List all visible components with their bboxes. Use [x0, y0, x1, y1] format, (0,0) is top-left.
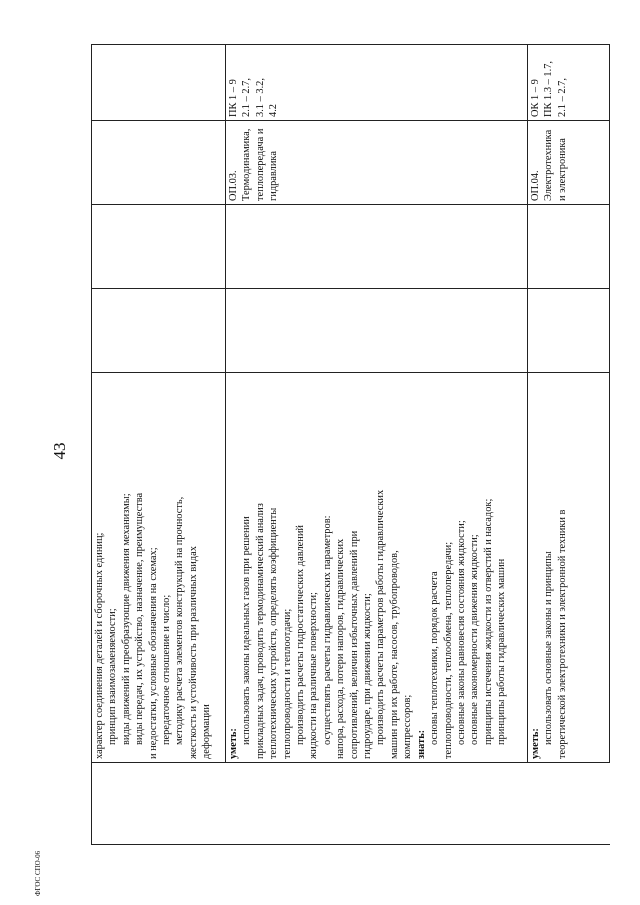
page-number: 43: [50, 442, 69, 460]
content-line: методику расчета элементов конструкций на прочность,: [174, 496, 186, 745]
discipline-cell: [92, 121, 226, 205]
index-cell: [92, 763, 226, 845]
skills-label: уметь:: [530, 728, 541, 759]
competency-code: 4.2: [268, 104, 280, 117]
content-line: виды передач, их устройство, назначение, преимущества: [134, 492, 146, 745]
content-cell: [226, 373, 528, 763]
hours-cell: [226, 289, 528, 373]
knowledge-label: знать:: [415, 729, 427, 759]
content-line: принципы истечения жидкости из отверстий и насадок;: [482, 498, 494, 745]
content-line: основы теплотехники, порядок расчета: [429, 571, 441, 745]
content-line: прикладных задач, проводить термодинамический анализ: [254, 503, 266, 759]
landscape-page: [91, 45, 609, 845]
competency-cell: [92, 45, 226, 121]
content-line: основные закономерности движения жидкости;: [469, 534, 481, 745]
content-line: использовать основные законы и принципы: [543, 551, 555, 745]
content-line: деформации: [201, 704, 213, 759]
content-line: теплопроводности и теплоотдачи;: [281, 608, 293, 759]
content-line: принцип взаимозаменяемости;: [107, 608, 119, 745]
competency-code: ОК 1 – 9: [530, 79, 541, 117]
content-line: компрессоров;: [402, 694, 414, 759]
content-line: принципы работы гидравлических машин: [496, 558, 508, 745]
content-cell: [92, 373, 226, 763]
competency-code: 2.1 – 2.7,: [241, 78, 253, 117]
hours-cell: [92, 205, 226, 289]
discipline-title: ОП.04. Электротехника и электроника: [530, 129, 568, 201]
hours-cell: [528, 205, 610, 289]
content-line: производить расчеты параметров работы гидравлических: [375, 489, 387, 745]
content-line: сопротивлений, величин избыточных давлений при: [348, 530, 360, 759]
discipline-cell: [226, 121, 528, 205]
competency-code: 3.1 – 3.2,: [254, 78, 266, 117]
table-row-thermodynamics: [226, 45, 528, 845]
content-line: жесткость и устойчивость при различных видах: [187, 546, 199, 759]
competency-cell: [528, 45, 610, 121]
content-line: виды движений и преобразующие движения механизмы;: [120, 493, 132, 745]
table-row-electrotechnics: [528, 45, 610, 845]
content-line: передаточное отношение и число;: [161, 594, 173, 745]
skills-label: уметь:: [228, 728, 239, 759]
content-line: теплопроводности, теплообмена, теплопередачи;: [442, 541, 454, 759]
competency-cell: [226, 45, 528, 121]
content-line: производить расчеты гидростатических давлений: [295, 525, 307, 745]
hours-cell: [528, 289, 610, 373]
standards-table: [91, 44, 610, 845]
table-row-mechanics: [92, 45, 226, 845]
competency-code: ПК 1 – 9: [228, 79, 239, 117]
content-line: основные законы равновесия состояния жидкости;: [455, 520, 467, 745]
competency-code: 2.1 – 2.7,: [556, 78, 568, 117]
hours-cell: [92, 289, 226, 373]
content-line: машин при их работе, насосов, трубопроводов,: [388, 550, 400, 759]
footer-code: [34, 842, 48, 896]
hours-cell: [226, 205, 528, 289]
content-line: осуществлять расчеты гидравлических параметров:: [321, 515, 333, 745]
content-line: теплотехнических устройств, определять коэффициенты: [268, 507, 280, 759]
content-line: характер соединения деталей и сборочных единиц;: [94, 532, 105, 759]
content-cell: [528, 373, 610, 763]
index-cell: [528, 763, 610, 845]
content-line: напора, расхода, потери напоров, гидравлических: [335, 538, 347, 759]
discipline-title: ОП.03. Термодинамика, теплопередача и гидравлика: [228, 128, 280, 201]
content-line: гидроударе, при движении жидкости;: [362, 593, 374, 759]
competency-code: ПК 1.3 – 1.7,: [543, 61, 555, 117]
discipline-cell: [528, 121, 610, 205]
footer-code-text: ФГОС СПО-06: [34, 850, 42, 896]
content-line: использовать законы идеальных газов при решении: [241, 516, 253, 745]
content-line: и недостатки, условные обозначения на схемах;: [147, 547, 159, 759]
content-line: теоретической электротехники и электронной техники в: [556, 509, 568, 759]
index-cell: [226, 763, 528, 845]
content-line: жидкости на различные поверхности;: [308, 592, 320, 759]
